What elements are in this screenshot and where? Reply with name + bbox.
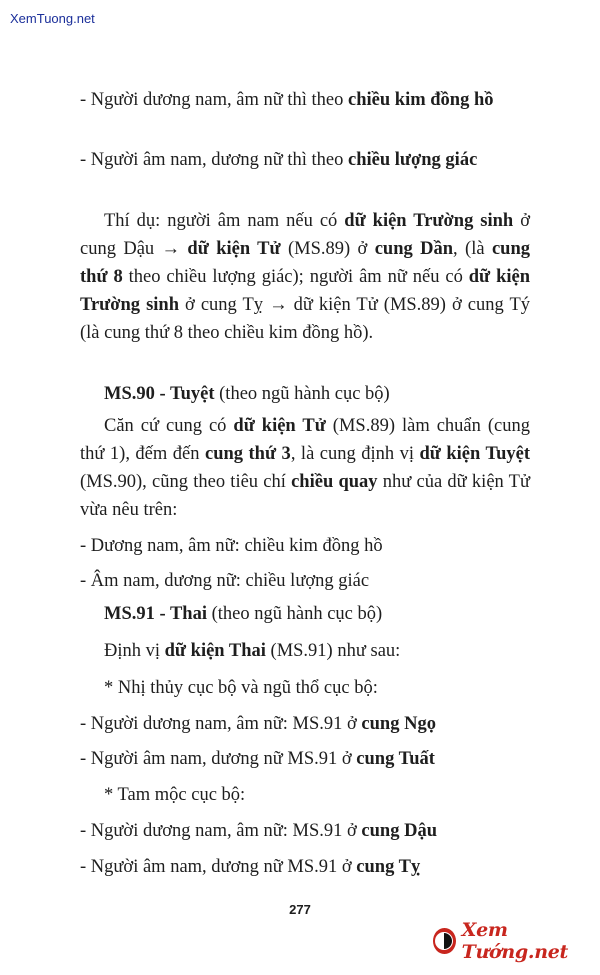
bold-text: cung Dần <box>374 239 454 259</box>
page-number: 277 <box>289 902 311 917</box>
text-run: Định vị <box>104 641 165 661</box>
text-run: - Người dương nam, âm nữ: MS.91 ở <box>80 821 362 841</box>
paragraph <box>80 380 530 408</box>
text-run: Căn cứ cung có <box>104 416 234 436</box>
watermark-bottom: Xem Tướng.net <box>461 919 568 963</box>
bold-text: MS.90 - Tuyệt <box>104 384 215 404</box>
bold-text: cung Dậu <box>361 821 437 841</box>
bold-text: chiều kim đồng hồ <box>348 90 494 110</box>
text-run: (MS.90), cũng theo tiêu chí <box>80 472 292 492</box>
watermark-logo <box>433 919 600 963</box>
bold-text: cung Tỵ <box>356 857 421 877</box>
paragraph <box>80 600 530 628</box>
paragraph <box>80 532 530 560</box>
text-run: như của dữ kiện Tử vừa nêu trên: <box>80 472 530 520</box>
bold-text: cung Tuất <box>356 749 435 769</box>
text-run: - Người dương nam, âm nữ thì theo <box>80 90 349 110</box>
text-run: * Nhị thủy cục bộ và ngũ thổ cục bộ: <box>104 678 378 698</box>
text-run: - Người dương nam, âm nữ: MS.91 ở <box>80 714 362 734</box>
text-run: (theo ngũ hành cục bộ) <box>206 604 383 624</box>
bold-text: MS.91 - Thai <box>104 604 207 624</box>
paragraph <box>80 745 530 773</box>
bold-text: dữ kiện Trường sinh <box>80 267 530 315</box>
bold-text: cung thứ 8 <box>80 239 530 287</box>
yin-yang-icon <box>433 928 456 954</box>
bold-text: cung Ngọ <box>361 714 436 734</box>
bold-text: dữ kiện Thai <box>164 641 266 661</box>
bold-text: cung thứ 3 <box>204 444 291 464</box>
paragraph <box>80 674 530 702</box>
paragraph <box>80 412 530 524</box>
text-run: (MS.89) làm chuẩn (cung thứ 1), đếm đến <box>80 416 530 464</box>
bold-text: chiều lượng giác <box>348 150 478 170</box>
paragraph <box>80 781 530 809</box>
text-run: , (là <box>453 239 492 259</box>
bold-text: dữ kiện Tử <box>233 416 326 436</box>
watermark-top: XemTuong.net <box>10 11 95 26</box>
bold-text: chiều quay <box>291 472 378 492</box>
paragraph <box>80 86 530 114</box>
text-run: , là cung định vị <box>290 444 420 464</box>
text-run: theo chiều lượng giác); người âm nữ nếu có <box>122 267 469 287</box>
text-run: Thí dụ: người âm nam nếu có <box>104 211 345 231</box>
text-run: - Người âm nam, dương nữ MS.91 ở <box>80 857 357 877</box>
paragraph <box>80 853 530 881</box>
text-run: - Người âm nam, dương nữ thì theo <box>80 150 349 170</box>
paragraph <box>80 710 530 738</box>
paragraph <box>80 637 530 665</box>
text-run: - Người âm nam, dương nữ MS.91 ở <box>80 749 357 769</box>
text-run: - Dương nam, âm nữ: chiều kim đồng hồ <box>80 536 383 556</box>
paragraph <box>80 207 530 347</box>
paragraph <box>80 146 530 174</box>
text-run: (theo ngũ hành cục bộ) <box>214 384 390 404</box>
bold-text: dữ kiện Tuyệt <box>419 444 531 464</box>
text-run: ở cung Tỵ → dữ kiện Tử (MS.89) ở cung Tý (là cung thứ 8 theo chiều kim đồng hồ). <box>80 295 530 343</box>
paragraph <box>80 817 530 845</box>
bold-text: dữ kiện Trường sinh <box>344 211 514 231</box>
text-run: (MS.89) ở <box>280 239 375 259</box>
text-run: * Tam mộc cục bộ: <box>104 785 246 805</box>
text-run: ở cung Dậu → <box>80 211 530 259</box>
text-run: - Âm nam, dương nữ: chiều lượng giác <box>80 571 370 591</box>
paragraph <box>80 567 530 595</box>
bold-text: dữ kiện Tử <box>187 239 281 259</box>
text-run: (MS.91) như sau: <box>265 641 401 661</box>
